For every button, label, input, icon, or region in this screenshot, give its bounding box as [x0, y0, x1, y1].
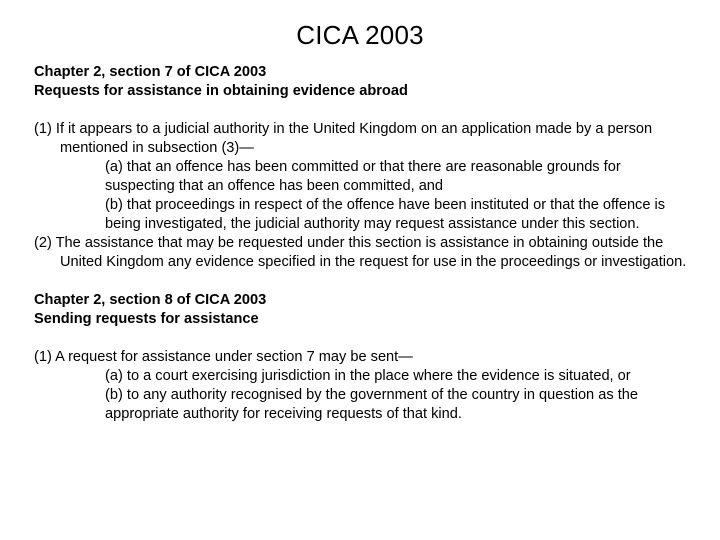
section-7-heading-line2: Requests for assistance in obtaining evidence abroad: [34, 83, 408, 99]
section-8-item-1-b: (b) to any authority recognised by the government of the country in question as the appropriate authority for receiving requests of that kind.: [105, 387, 638, 422]
section-8-heading: [34, 291, 694, 329]
section-7-heading: [34, 63, 694, 101]
section-7: [34, 63, 694, 272]
section-8-heading-line2: Sending requests for assistance: [34, 311, 259, 327]
section-7-heading-line1: Chapter 2, section 7 of CICA 2003: [34, 64, 267, 80]
section-7-item-1-b: (b) that proceedings in respect of the offence have been instituted or that the offence is being investigated, the judicial authority may request assistance under this section.: [105, 197, 666, 232]
section-8: [34, 291, 694, 424]
section-7-item-1-a: (a) that an offence has been committed or that there are reasonable grounds for suspecting that an offence has been committed, and: [105, 159, 621, 194]
slide-title: CICA 2003: [296, 20, 424, 50]
spacer: [34, 329, 694, 348]
spacer: [34, 272, 694, 291]
section-8-item-1-intro: (1) A request for assistance under section 7 may be sent—: [34, 349, 413, 365]
spacer: [34, 101, 694, 120]
section-7-item-2: (2) The assistance that may be requested under this section is assistance in obtaining outside the United Kingdom any evidence specified in the request for use in the proceedings or investigation.: [34, 235, 687, 270]
section-7-item-1-intro: (1) If it appears to a judicial authority in the United Kingdom on an application made by a person mentioned in subsection (3)—: [34, 121, 653, 156]
section-8-heading-line1: Chapter 2, section 8 of CICA 2003: [34, 292, 267, 308]
slide-body: [34, 63, 694, 424]
section-8-item-1-a: (a) to a court exercising jurisdiction in the place where the evidence is situated, or: [105, 368, 631, 384]
